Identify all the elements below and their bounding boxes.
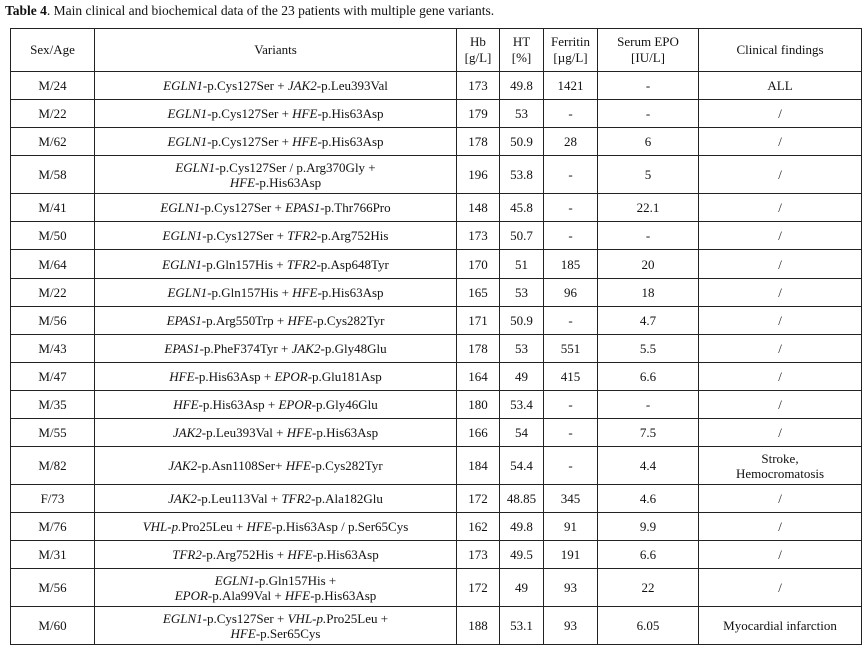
- variant-text: -p.Glu181Asp: [307, 368, 382, 384]
- clinical-finding-text: /: [778, 106, 782, 122]
- header-clinical-findings: [699, 29, 862, 72]
- cell-clinical-findings: [699, 306, 862, 334]
- variant-line: [97, 425, 454, 440]
- gene-name: JAK2: [172, 425, 202, 441]
- cell-variants: [95, 334, 457, 362]
- variant-line: [97, 519, 454, 534]
- table-row: [11, 250, 862, 278]
- table-caption-label: Table 4: [5, 3, 47, 18]
- variant-text: -p.Asp648Tyr: [316, 256, 389, 272]
- cell-ferritin: 28: [544, 128, 598, 156]
- variant-line: [97, 175, 454, 190]
- variant-line: [97, 588, 454, 603]
- cell-hb: 173: [457, 541, 500, 569]
- clinical-finding-text: /: [778, 396, 782, 412]
- cell-sex-age: M/22: [11, 278, 95, 306]
- gene-name: JAK2: [168, 491, 197, 507]
- cell-serum-epo: 5.5: [598, 334, 699, 362]
- gene-name: EPAS1: [164, 340, 200, 356]
- variant-text: -p.Asn1108Ser+: [197, 458, 286, 474]
- gene-name: EGLN1: [214, 572, 255, 588]
- table-row: [11, 513, 862, 541]
- cell-serum-epo: 6.6: [598, 362, 699, 390]
- cell-clinical-findings: [699, 72, 862, 100]
- variant-text: -p.His63Asp: [255, 174, 322, 190]
- cell-clinical-findings: [699, 569, 862, 607]
- variant-line: [97, 134, 454, 149]
- cell-ht: 53: [500, 278, 544, 306]
- cell-ht: 53: [500, 100, 544, 128]
- cell-hb: 164: [457, 362, 500, 390]
- cell-clinical-findings: [699, 607, 862, 645]
- cell-ht: 48.85: [500, 485, 544, 513]
- table-row: [11, 362, 862, 390]
- gene-name: HFE: [292, 284, 318, 300]
- cell-ferritin: -: [544, 447, 598, 485]
- cell-hb: 165: [457, 278, 500, 306]
- variant-line: [97, 397, 454, 412]
- cell-serum-epo: -: [598, 72, 699, 100]
- header-ferritin: [544, 29, 598, 72]
- variant-text: -p.Cys282Tyr: [310, 458, 383, 474]
- cell-serum-epo: 4.4: [598, 447, 699, 485]
- variant-text: -p.His63Asp +: [194, 368, 275, 384]
- gene-name: EGLN1: [167, 134, 208, 150]
- cell-sex-age: M/76: [11, 513, 95, 541]
- cell-variants: [95, 278, 457, 306]
- cell-ferritin: 93: [544, 569, 598, 607]
- cell-ht: 54.4: [500, 447, 544, 485]
- cell-hb: 188: [457, 607, 500, 645]
- cell-clinical-findings: [699, 362, 862, 390]
- table-row: [11, 100, 862, 128]
- gene-name: HFE: [287, 547, 313, 563]
- clinical-finding-text: /: [778, 340, 782, 356]
- cell-hb: 171: [457, 306, 500, 334]
- variant-line: [97, 611, 454, 626]
- variant-text: -p.Cys127Ser +: [202, 610, 288, 626]
- table-row: [11, 569, 862, 607]
- cell-ht: 53: [500, 334, 544, 362]
- clinical-finding-text: /: [778, 580, 782, 596]
- cell-clinical-findings: [699, 194, 862, 222]
- cell-serum-epo: 6.05: [598, 607, 699, 645]
- cell-hb: 170: [457, 250, 500, 278]
- cell-ferritin: 1421: [544, 72, 598, 100]
- cell-clinical-findings: [699, 128, 862, 156]
- header-ferritin-label: Ferritin: [551, 34, 590, 49]
- variant-text: -p.Cys127Ser +: [207, 134, 293, 150]
- cell-ht: 50.7: [500, 222, 544, 250]
- cell-hb: 180: [457, 390, 500, 418]
- gene-name: EGLN1: [175, 159, 216, 175]
- cell-hb: 178: [457, 334, 500, 362]
- variant-text: -p.His63Asp: [312, 425, 379, 441]
- cell-ht: 51: [500, 250, 544, 278]
- cell-hb: 173: [457, 72, 500, 100]
- cell-variants: [95, 306, 457, 334]
- gene-name: EPOR: [274, 368, 308, 384]
- gene-name: TFR2: [172, 547, 202, 563]
- header-hb: [457, 29, 500, 72]
- variant-text: -p.Leu393Val +: [201, 425, 287, 441]
- table-row: [11, 222, 862, 250]
- variant-line: [97, 200, 454, 215]
- clinical-finding-text: /: [778, 228, 782, 244]
- cell-ferritin: 93: [544, 607, 598, 645]
- cell-variants: [95, 100, 457, 128]
- gene-name: VHL-p.: [142, 519, 182, 535]
- table-row: [11, 306, 862, 334]
- cell-variants: [95, 194, 457, 222]
- header-serum-epo: [598, 29, 699, 72]
- header-variants-label: Variants: [254, 42, 297, 57]
- gene-name: HFE: [173, 396, 199, 412]
- cell-serum-epo: 4.6: [598, 485, 699, 513]
- clinical-finding-text: Myocardial infarction: [723, 618, 837, 634]
- variant-text: -p.Cys127Ser +: [200, 200, 286, 216]
- cell-hb: 172: [457, 485, 500, 513]
- gene-name: EGLN1: [167, 284, 208, 300]
- gene-name: EGLN1: [163, 78, 203, 94]
- variant-text: -p.Ser65Cys: [255, 625, 321, 641]
- variant-text: -p.Cys127Ser +: [202, 78, 288, 94]
- gene-name: EPOR: [174, 587, 208, 603]
- header-row: [11, 29, 862, 72]
- cell-ferritin: -: [544, 100, 598, 128]
- variant-text: -p.Gly48Glu: [320, 340, 387, 356]
- cell-hb: 173: [457, 222, 500, 250]
- cell-ht: 45.8: [500, 194, 544, 222]
- cell-variants: [95, 419, 457, 447]
- variant-line: [97, 313, 454, 328]
- cell-serum-epo: 4.7: [598, 306, 699, 334]
- cell-ferritin: -: [544, 419, 598, 447]
- cell-hb: 178: [457, 128, 500, 156]
- cell-serum-epo: 18: [598, 278, 699, 306]
- gene-name: HFE: [287, 312, 313, 328]
- variant-line: [97, 106, 454, 121]
- table-header: [11, 29, 862, 72]
- variant-text: -p.Cys127Ser +: [202, 228, 288, 244]
- gene-name: EGLN1: [162, 228, 203, 244]
- gene-name: EGLN1: [167, 106, 208, 122]
- clinical-finding-text: /: [778, 547, 782, 563]
- cell-clinical-findings: [699, 100, 862, 128]
- variant-text: Pro25Leu +: [326, 610, 389, 626]
- variant-text: -p.His63Asp: [317, 106, 384, 122]
- cell-sex-age: M/64: [11, 250, 95, 278]
- gene-name: HFE: [284, 587, 311, 603]
- cell-hb: 172: [457, 569, 500, 607]
- cell-ferritin: 96: [544, 278, 598, 306]
- variant-text: -p.Ala182Glu: [311, 491, 383, 507]
- cell-clinical-findings: [699, 390, 862, 418]
- clinical-finding-text: Hemocromatosis: [735, 465, 825, 481]
- cell-sex-age: M/22: [11, 100, 95, 128]
- table-row: [11, 419, 862, 447]
- variant-text: -p.Arg752His +: [201, 547, 288, 563]
- header-sex-age-label: Sex/Age: [30, 42, 75, 57]
- variant-text: -p.Thr766Pro: [320, 200, 391, 216]
- variant-text: -p.His63Asp: [317, 284, 384, 300]
- cell-sex-age: M/58: [11, 156, 95, 194]
- cell-ht: 50.9: [500, 128, 544, 156]
- gene-name: JAK2: [291, 340, 321, 356]
- cell-sex-age: M/24: [11, 72, 95, 100]
- cell-serum-epo: 6.6: [598, 541, 699, 569]
- clinical-finding-text: /: [778, 200, 782, 216]
- variant-text: -p.Cys127Ser +: [207, 106, 293, 122]
- cell-sex-age: M/43: [11, 334, 95, 362]
- cell-clinical-findings: [699, 485, 862, 513]
- cell-clinical-findings: [699, 513, 862, 541]
- header-hb-label: Hb: [470, 34, 486, 49]
- variant-text: -p.PheF374Tyr +: [199, 340, 292, 356]
- header-hb-unit: [g/L]: [464, 50, 492, 65]
- variant-line: [97, 78, 454, 93]
- variant-text: -p.Leu393Val: [316, 78, 388, 94]
- variant-text: Pro25Leu +: [181, 519, 247, 535]
- variant-text: -p.Leu113Val +: [196, 491, 282, 507]
- header-serum-epo-unit: [IU/L]: [631, 50, 665, 65]
- clinical-finding-text: /: [778, 256, 782, 272]
- table-row: [11, 390, 862, 418]
- cell-clinical-findings: [699, 541, 862, 569]
- clinical-finding-text: /: [778, 368, 782, 384]
- cell-sex-age: M/31: [11, 541, 95, 569]
- cell-ht: 54: [500, 419, 544, 447]
- cell-hb: 196: [457, 156, 500, 194]
- table-row: [11, 541, 862, 569]
- cell-variants: [95, 390, 457, 418]
- variant-text: -p.Arg550Trp +: [201, 312, 288, 328]
- cell-sex-age: M/56: [11, 569, 95, 607]
- gene-name: TFR2: [281, 491, 312, 507]
- cell-ferritin: -: [544, 390, 598, 418]
- cell-sex-age: M/47: [11, 362, 95, 390]
- cell-variants: [95, 569, 457, 607]
- table-row: [11, 447, 862, 485]
- cell-sex-age: M/35: [11, 390, 95, 418]
- cell-hb: 184: [457, 447, 500, 485]
- table-caption-text: . Main clinical and biochemical data of the 23 patients with multiple gene variants.: [46, 3, 495, 18]
- gene-name: HFE: [292, 134, 318, 150]
- table-row: [11, 278, 862, 306]
- cell-variants: [95, 513, 457, 541]
- clinical-finding-text: ALL: [767, 78, 793, 94]
- table-row: [11, 607, 862, 645]
- header-clinical-findings-label: Clinical findings: [736, 42, 824, 57]
- cell-ferritin: -: [544, 156, 598, 194]
- gene-name: HFE: [169, 368, 195, 384]
- gene-name: VHL-p.: [287, 610, 327, 626]
- cell-serum-epo: -: [598, 100, 699, 128]
- gene-name: EPAS1: [166, 312, 202, 328]
- cell-serum-epo: 5: [598, 156, 699, 194]
- cell-variants: [95, 607, 457, 645]
- variant-text: -p.His63Asp / p.Ser65Cys: [271, 519, 409, 535]
- cell-sex-age: M/55: [11, 419, 95, 447]
- variant-line: [97, 626, 454, 641]
- cell-serum-epo: 9.9: [598, 513, 699, 541]
- cell-sex-age: M/82: [11, 447, 95, 485]
- cell-ht: 50.9: [500, 306, 544, 334]
- cell-ht: 53.8: [500, 156, 544, 194]
- clinical-finding-text: /: [778, 167, 782, 183]
- gene-name: HFE: [246, 519, 272, 535]
- cell-hb: 166: [457, 419, 500, 447]
- cell-sex-age: M/60: [11, 607, 95, 645]
- clinical-finding-text: /: [778, 519, 782, 535]
- cell-clinical-findings: [699, 447, 862, 485]
- clinical-finding-text: /: [778, 134, 782, 150]
- cell-variants: [95, 485, 457, 513]
- cell-sex-age: M/41: [11, 194, 95, 222]
- clinical-finding-text: /: [778, 312, 782, 328]
- variant-text: -p.Cys127Ser / p.Arg370Gly +: [215, 159, 376, 175]
- cell-variants: [95, 362, 457, 390]
- cell-serum-epo: 6: [598, 128, 699, 156]
- table-caption: [5, 2, 494, 19]
- table-row: [11, 485, 862, 513]
- cell-variants: [95, 128, 457, 156]
- variant-text: -p.Gln157His +: [201, 256, 287, 272]
- gene-name: HFE: [285, 458, 311, 474]
- table-row: [11, 156, 862, 194]
- gene-name: EGLN1: [162, 256, 202, 272]
- cell-hb: 162: [457, 513, 500, 541]
- variant-text: -p.Gln157His +: [254, 572, 337, 588]
- cell-serum-epo: 20: [598, 250, 699, 278]
- cell-sex-age: M/50: [11, 222, 95, 250]
- cell-ht: 49.8: [500, 72, 544, 100]
- variant-line: [97, 257, 454, 272]
- clinical-data-table: [10, 28, 862, 645]
- cell-hb: 148: [457, 194, 500, 222]
- cell-serum-epo: 22: [598, 569, 699, 607]
- variant-line: [97, 573, 454, 588]
- cell-variants: [95, 222, 457, 250]
- header-serum-epo-label: Serum EPO: [617, 34, 679, 49]
- variant-text: -p.His63Asp: [310, 587, 377, 603]
- header-variants: [95, 29, 457, 72]
- cell-ht: 53.1: [500, 607, 544, 645]
- variant-line: [97, 458, 454, 473]
- cell-ht: 49.5: [500, 541, 544, 569]
- table-row: [11, 334, 862, 362]
- clinical-finding-text: /: [778, 491, 782, 507]
- variant-line: [97, 491, 454, 506]
- variant-text: -p.His63Asp: [312, 547, 379, 563]
- cell-serum-epo: 7.5: [598, 419, 699, 447]
- gene-name: HFE: [229, 174, 256, 190]
- cell-hb: 179: [457, 100, 500, 128]
- cell-ht: 49: [500, 362, 544, 390]
- gene-name: EGLN1: [160, 200, 201, 216]
- cell-sex-age: M/56: [11, 306, 95, 334]
- variant-line: [97, 341, 454, 356]
- gene-name: EGLN1: [162, 610, 203, 626]
- variant-line: [97, 369, 454, 384]
- variant-text: -p.His63Asp: [317, 134, 384, 150]
- cell-ferritin: 191: [544, 541, 598, 569]
- gene-name: TFR2: [286, 256, 317, 272]
- header-ht-label: HT: [512, 34, 531, 49]
- cell-variants: [95, 541, 457, 569]
- cell-variants: [95, 250, 457, 278]
- header-ht-unit: [%]: [511, 50, 532, 65]
- cell-ht: 49.8: [500, 513, 544, 541]
- cell-ferritin: 185: [544, 250, 598, 278]
- variant-line: [97, 285, 454, 300]
- table-body: [11, 72, 862, 645]
- header-ferritin-unit: [µg/L]: [553, 50, 588, 65]
- gene-name: HFE: [286, 425, 313, 441]
- cell-ferritin: 345: [544, 485, 598, 513]
- cell-clinical-findings: [699, 250, 862, 278]
- cell-variants: [95, 447, 457, 485]
- gene-name: EPAS1: [285, 200, 321, 216]
- gene-name: JAK2: [287, 78, 317, 94]
- cell-ferritin: -: [544, 306, 598, 334]
- cell-serum-epo: -: [598, 222, 699, 250]
- gene-name: EPOR: [278, 396, 312, 412]
- gene-name: TFR2: [287, 228, 317, 244]
- table-row: [11, 128, 862, 156]
- clinical-finding-text: /: [778, 284, 782, 300]
- variant-text: -p.His63Asp +: [198, 396, 279, 412]
- cell-clinical-findings: [699, 156, 862, 194]
- table-row: [11, 72, 862, 100]
- gene-name: JAK2: [168, 458, 198, 474]
- cell-clinical-findings: [699, 222, 862, 250]
- header-ht: [500, 29, 544, 72]
- variant-text: -p.Gly46Glu: [311, 396, 378, 412]
- cell-serum-epo: 22.1: [598, 194, 699, 222]
- gene-name: HFE: [230, 625, 256, 641]
- table-row: [11, 194, 862, 222]
- cell-sex-age: M/62: [11, 128, 95, 156]
- clinical-finding-text: Stroke,: [761, 450, 799, 466]
- variant-text: -p.Ala99Val +: [207, 587, 285, 603]
- variant-text: -p.Gln157His +: [207, 284, 293, 300]
- cell-ferritin: 91: [544, 513, 598, 541]
- cell-ferritin: 415: [544, 362, 598, 390]
- gene-name: HFE: [292, 106, 318, 122]
- cell-ht: 53.4: [500, 390, 544, 418]
- cell-serum-epo: -: [598, 390, 699, 418]
- cell-ferritin: -: [544, 222, 598, 250]
- variant-text: -p.Arg752His: [316, 228, 389, 244]
- variant-line: [97, 228, 454, 243]
- cell-ferritin: 551: [544, 334, 598, 362]
- clinical-finding-text: /: [778, 425, 782, 441]
- variant-line: [97, 160, 454, 175]
- cell-clinical-findings: [699, 278, 862, 306]
- cell-clinical-findings: [699, 419, 862, 447]
- cell-variants: [95, 72, 457, 100]
- variant-line: [97, 547, 454, 562]
- variant-text: -p.Cys282Tyr: [312, 312, 385, 328]
- header-sex-age: [11, 29, 95, 72]
- cell-ferritin: -: [544, 194, 598, 222]
- cell-sex-age: F/73: [11, 485, 95, 513]
- cell-clinical-findings: [699, 334, 862, 362]
- cell-ht: 49: [500, 569, 544, 607]
- cell-variants: [95, 156, 457, 194]
